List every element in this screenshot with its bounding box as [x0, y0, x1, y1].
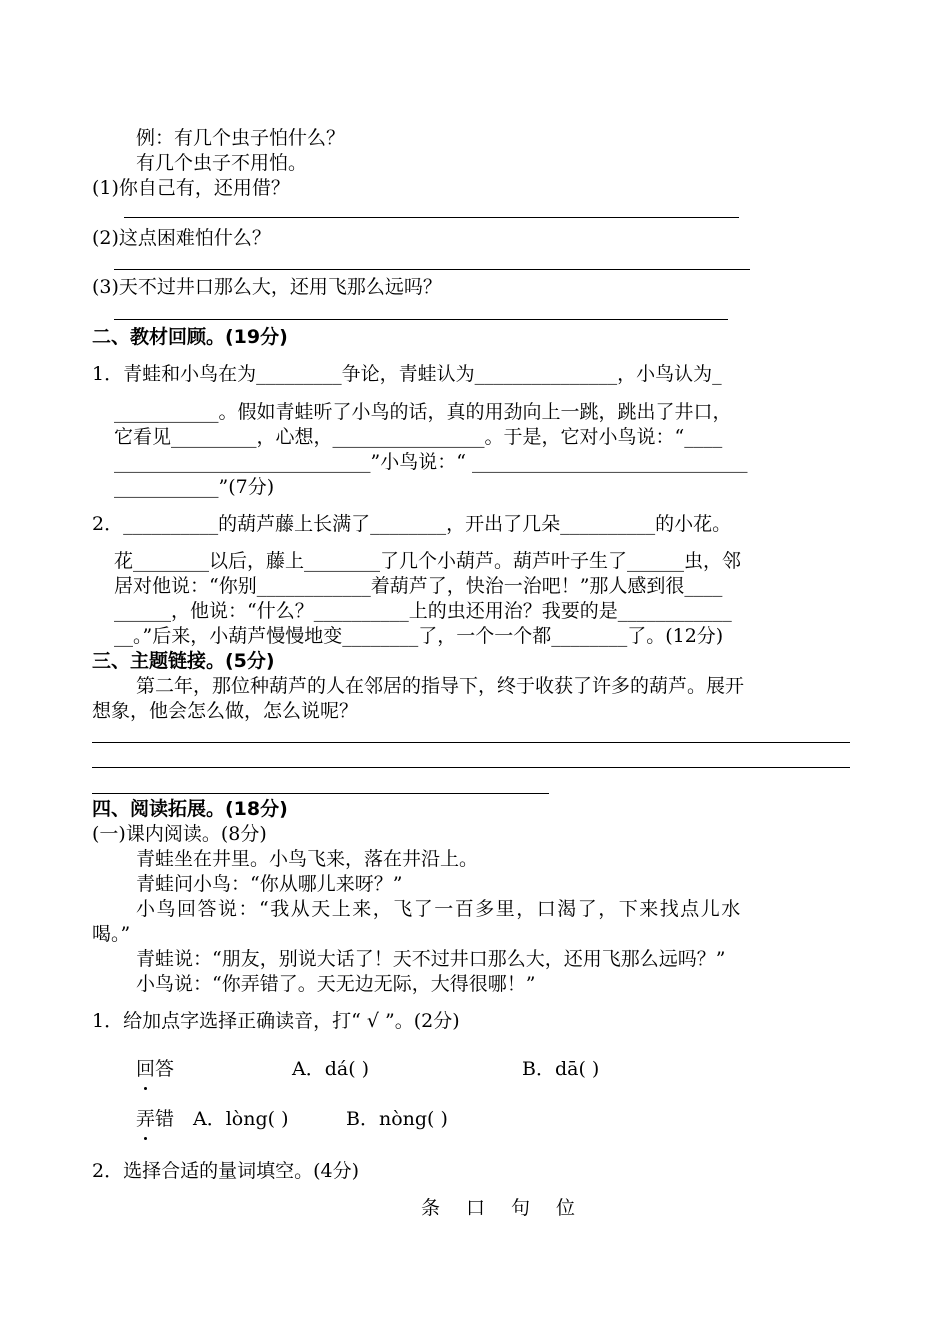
pinyin-2-option-a[interactable]: A．lòng( )	[193, 1108, 289, 1130]
pinyin-item-2	[136, 1107, 174, 1131]
s3-answer-line-1[interactable]	[92, 742, 850, 743]
example-question: 例：有几个虫子怕什么？	[136, 127, 346, 149]
word-char: 错	[155, 1108, 175, 1130]
pinyin-1-option-a[interactable]: A．dá( )	[292, 1058, 370, 1080]
reading-line-2: 青蛙问小鸟：“你从哪儿来呀？”	[136, 873, 403, 895]
dotted-char: 弄	[136, 1108, 156, 1130]
reading-line-3: 小鸟回答说：“我从天上来，飞了一百多里，口渴了，下来找点儿水	[136, 898, 742, 920]
example-answer: 有几个虫子不用怕。	[136, 152, 308, 174]
pinyin-item-1	[136, 1057, 174, 1081]
reading-line-6: 小鸟说：“你弄错了。天无边无际，大得很哪！”	[136, 973, 536, 995]
s4-question-2: 2．选择合适的量词填空。(4分)	[92, 1160, 360, 1182]
section-3-title: 三、主题链接。(5分)	[92, 650, 275, 672]
s2-p1-line-3: 它看见_________，心想，________________。于是，它对小鸟说：“____	[114, 426, 723, 448]
s2-p2-line-3: 居对他说：“你别____________着葫芦了，快治一治吧！”那人感到很____	[114, 575, 723, 597]
s2-p1-line-1: 1．青蛙和小鸟在为_________争论，青蛙认为_______________，小鸟认为_	[92, 363, 722, 385]
section-2-title: 二、教材回顾。(19分)	[92, 326, 288, 348]
pinyin-1-option-b[interactable]: B．dā( )	[522, 1058, 600, 1080]
s3-text-line-1: 第二年，那位种葫芦的人在邻居的指导下，终于收获了许多的葫芦。展开	[136, 675, 745, 697]
answer-line-1[interactable]	[124, 217, 739, 218]
pinyin-2-option-b[interactable]: B．nòng( )	[346, 1108, 448, 1130]
s2-p2-line-4: ______，他说：“什么？__________上的虫还用治？我要的是____________	[114, 600, 732, 622]
reading-line-4: 喝。”	[92, 923, 131, 945]
section-4-title: 四、阅读拓展。(18分)	[92, 798, 288, 820]
s2-p2-line-5: __。”后来，小葫芦慢慢地变________了，一个一个都________了。(12分)	[114, 625, 724, 647]
answer-line-3[interactable]	[114, 319, 728, 320]
dotted-char: 回	[136, 1058, 156, 1080]
s3-answer-line-2[interactable]	[92, 767, 850, 768]
question-2: (2)这点困难怕什么？	[92, 227, 271, 249]
reading-line-5: 青蛙说：“朋友，别说大话了！天不过井口那么大，还用飞那么远吗？”	[136, 948, 726, 970]
s2-p2-line-1: 2．__________的葫芦藤上长满了________，开出了几朵__________的小花。	[92, 513, 732, 535]
s2-p1-line-4: ___________________________”小鸟说：“ _____________________________	[114, 451, 748, 473]
s3-text-line-2: 想象，他会怎么做，怎么说呢？	[92, 700, 359, 722]
s4-subtitle: (一)课内阅读。(8分)	[92, 823, 267, 845]
s2-p1-line-2: ___________。假如青蛙听了小鸟的话，真的用劲向上一跳，跳出了井口，	[114, 401, 732, 423]
word-char: 答	[155, 1058, 175, 1080]
s3-answer-line-3[interactable]	[92, 793, 549, 794]
s2-p2-line-2: 花________以后，藤上________了几个小葫芦。葫芦叶子生了______虫，邻	[114, 550, 742, 572]
measure-word-options: 条口句位	[421, 1197, 602, 1219]
reading-line-1: 青蛙坐在井里。小鸟飞来，落在井沿上。	[136, 848, 479, 870]
question-3: (3)天不过井口那么大，还用飞那么远吗？	[92, 276, 442, 298]
s2-p1-line-5: ___________”(7分)	[114, 476, 275, 498]
s4-question-1: 1．给加点字选择正确读音，打“ √ ”。(2分)	[92, 1010, 460, 1032]
answer-line-2[interactable]	[114, 269, 750, 270]
question-1: (1)你自己有，还用借？	[92, 177, 290, 199]
